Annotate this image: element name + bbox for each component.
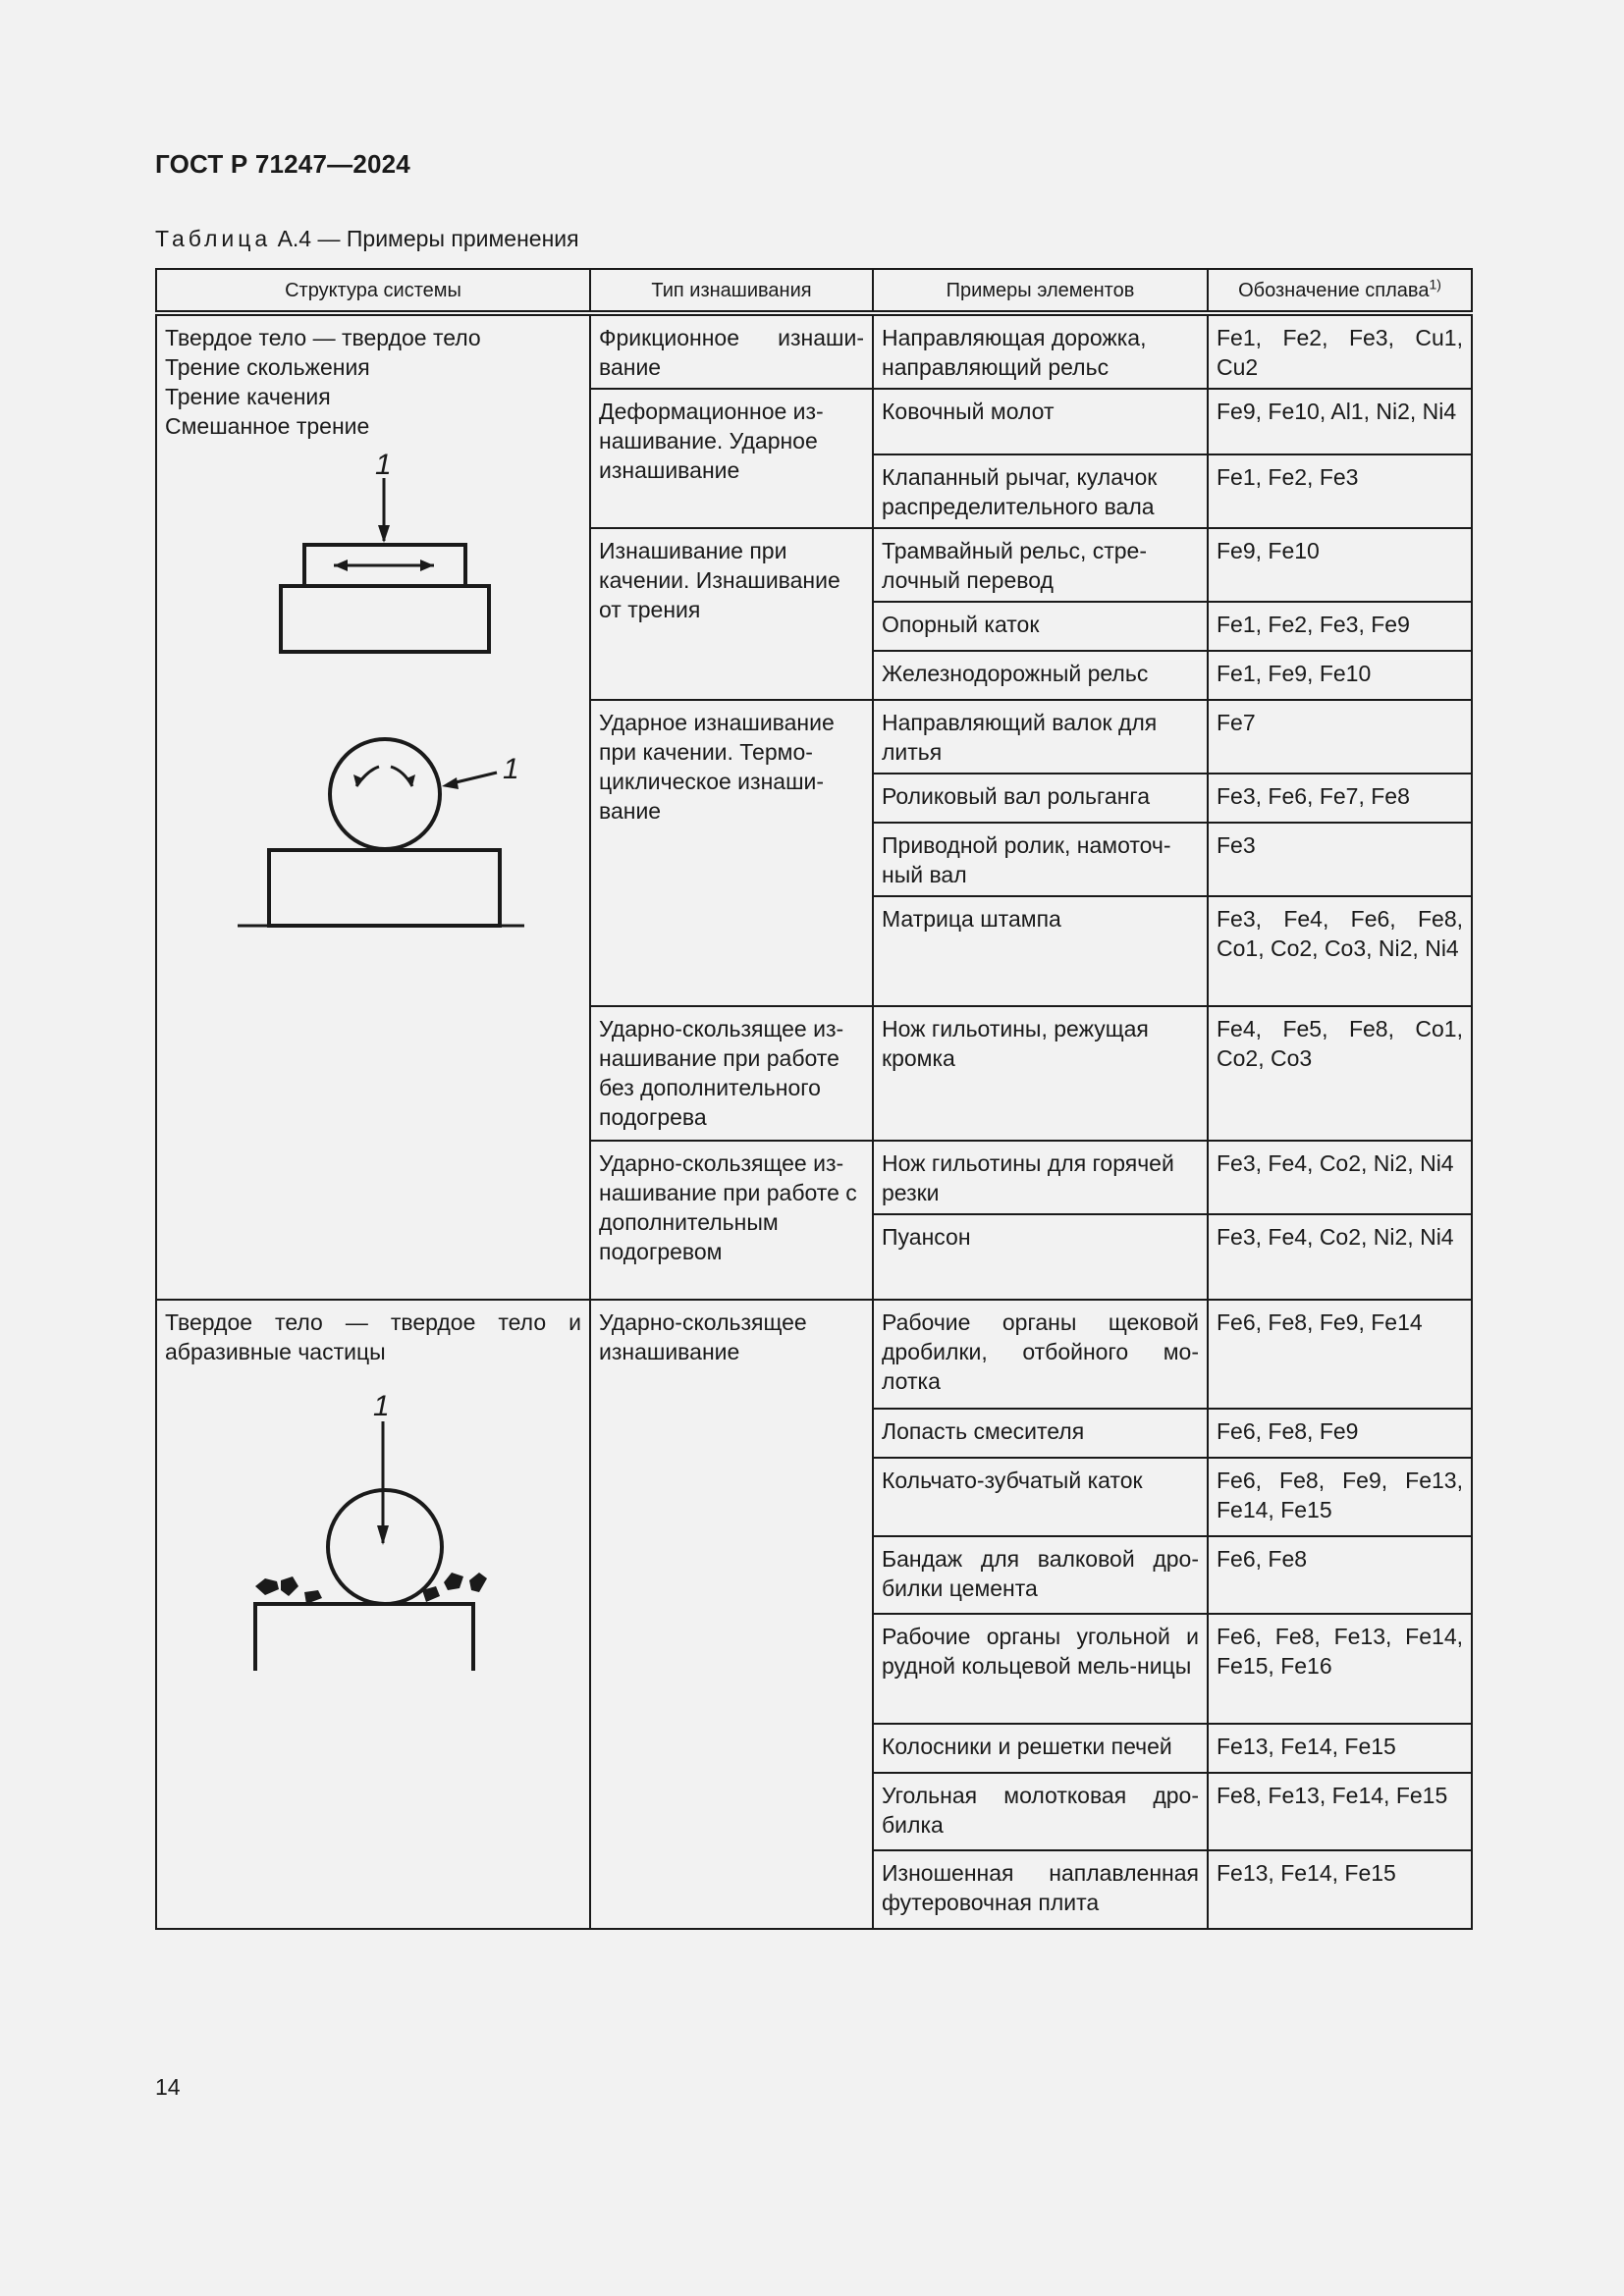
table-caption (155, 226, 579, 252)
header-alloy-label: Обозначение сплава (1238, 279, 1430, 301)
alloy-cell: Fe3, Fe6, Fe7, Fe8 (1208, 774, 1472, 823)
alloy-cell: Fe3, Fe4, Co2, Ni2, Ni4 (1208, 1214, 1472, 1300)
figure-label: 1 (375, 451, 392, 481)
alloy-cell: Fe3 (1208, 823, 1472, 896)
structure-cell (156, 1300, 590, 1929)
alloy-cell: Fe1, Fe2, Fe3, Fe9 (1208, 602, 1472, 651)
alloy-cell: Fe3, Fe4, Fe6, Fe8, Co1, Co2, Co3, Ni2, Ni4 (1208, 896, 1472, 1006)
figure-label: 1 (503, 753, 519, 785)
wear-type-cell: Ударное изнашивание при качении. Термо-циклическое изнаши-вание (590, 700, 873, 1006)
alloy-cell: Fe13, Fe14, Fe15 (1208, 1850, 1472, 1929)
particle-shape (255, 1578, 279, 1595)
element-cell: Ковочный молот (873, 389, 1208, 454)
element-cell: Пуансон (873, 1214, 1208, 1300)
element-cell: Опорный каток (873, 602, 1208, 651)
structure-line: Смешанное трение (165, 413, 370, 439)
alloy-cell: Fe4, Fe5, Fe8, Co1, Co2, Co3 (1208, 1006, 1472, 1141)
alloy-cell: Fe8, Fe13, Fe14, Fe15 (1208, 1773, 1472, 1850)
structure-line: Твердое тело — твердое тело и абразивные частицы (165, 1309, 581, 1364)
element-cell: Приводной ролик, намоточ-ный вал (873, 823, 1208, 896)
table-row (156, 313, 1472, 389)
element-cell: Клапанный рычаг, кулачок распределительного вала (873, 454, 1208, 528)
lower-block-shape (281, 586, 489, 652)
base-block-shape (255, 1604, 473, 1671)
element-cell: Бандаж для валковой дро-билки цемента (873, 1536, 1208, 1614)
examples-table (155, 268, 1473, 1930)
structure-cell (156, 313, 590, 1300)
element-cell: Направляющая дорожка, направляющий рельс (873, 313, 1208, 389)
page-number: 14 (155, 2074, 181, 2100)
alloy-cell: Fe6, Fe8, Fe9, Fe14 (1208, 1300, 1472, 1409)
document-code: ГОСТ Р 71247—2024 (155, 149, 410, 179)
alloy-cell: Fe1, Fe2, Fe3, Cu1, Cu2 (1208, 313, 1472, 389)
sliding-rolling-friction-figure (165, 451, 558, 941)
alloy-cell: Fe13, Fe14, Fe15 (1208, 1724, 1472, 1773)
wear-type-cell: Деформационное из-нашивание. Ударное изнашивание (590, 389, 873, 528)
roller-shape (330, 739, 440, 849)
element-cell: Направляющий валок для литья (873, 700, 1208, 774)
particle-shape (304, 1590, 322, 1604)
caption-text: — Примеры применения (317, 226, 579, 251)
element-cell: Нож гильотины, режущая кромка (873, 1006, 1208, 1141)
alloy-cell: Fe9, Fe10, Al1, Ni2, Ni4 (1208, 389, 1472, 454)
header-alloy (1208, 269, 1472, 313)
element-cell: Колосники и решетки печей (873, 1724, 1208, 1773)
structure-line: Трение качения (165, 384, 331, 409)
particle-shape (281, 1576, 298, 1596)
header-structure: Структура системы (156, 269, 590, 313)
element-cell: Нож гильотины для горячей резки (873, 1141, 1208, 1214)
alloy-cell: Fe6, Fe8, Fe13, Fe14, Fe15, Fe16 (1208, 1614, 1472, 1724)
alloy-cell: Fe9, Fe10 (1208, 528, 1472, 602)
alloy-cell: Fe1, Fe9, Fe10 (1208, 651, 1472, 700)
structure-line: Трение скольжения (165, 354, 370, 380)
alloy-cell: Fe1, Fe2, Fe3 (1208, 454, 1472, 528)
base-block-shape (269, 850, 500, 926)
element-cell: Трамвайный рельс, стре-лочный перевод (873, 528, 1208, 602)
element-cell: Лопасть смесителя (873, 1409, 1208, 1458)
header-examples: Примеры элементов (873, 269, 1208, 313)
element-cell: Рабочие органы щековой дробилки, отбойного мо-лотка (873, 1300, 1208, 1409)
header-wear-type: Тип изнашивания (590, 269, 873, 313)
alloy-cell: Fe7 (1208, 700, 1472, 774)
alloy-cell: Fe6, Fe8, Fe9 (1208, 1409, 1472, 1458)
element-cell: Железнодорожный рельс (873, 651, 1208, 700)
wear-type-cell: Изнашивание при качении. Изнашивание от трения (590, 528, 873, 700)
wear-type-cell: Ударно-скользящее из-нашивание при работе с дополнительным подогревом (590, 1141, 873, 1300)
element-cell: Угольная молотковая дро-билка (873, 1773, 1208, 1850)
wear-type-cell: Ударно-скользящее изнашивание (590, 1300, 873, 1929)
rotation-mark-left-shape (356, 767, 379, 786)
element-cell: Рабочие органы угольной и рудной кольцевой мель-ницы (873, 1614, 1208, 1724)
rotation-mark-right-shape (391, 767, 412, 786)
particle-shape (469, 1573, 487, 1592)
caption-number: А.4 (277, 226, 312, 251)
alloy-cell: Fe6, Fe8 (1208, 1536, 1472, 1614)
wear-type-cell: Ударно-скользящее из-нашивание при работе без дополнительного подогрева (590, 1006, 873, 1141)
roller-shape (328, 1490, 442, 1604)
structure-line: Твердое тело — твердое тело (165, 325, 481, 350)
table-header-row (156, 269, 1472, 313)
element-cell: Матрица штампа (873, 896, 1208, 1006)
particle-shape (444, 1573, 463, 1590)
figure-label: 1 (373, 1390, 390, 1422)
element-cell: Кольчато-зубчатый каток (873, 1458, 1208, 1536)
alloy-cell: Fe6, Fe8, Fe9, Fe13, Fe14, Fe15 (1208, 1458, 1472, 1536)
table-row (156, 1300, 1472, 1409)
alloy-cell: Fe3, Fe4, Co2, Ni2, Ni4 (1208, 1141, 1472, 1214)
header-alloy-footnote: 1) (1429, 275, 1441, 292)
abrasive-particles-figure (165, 1376, 558, 1671)
element-cell: Изношенная наплавленная футеровочная плита (873, 1850, 1208, 1929)
caption-label: Таблица (155, 226, 272, 251)
wear-type-cell: Фрикционное изнаши-вание (590, 313, 873, 389)
element-cell: Роликовый вал рольганга (873, 774, 1208, 823)
